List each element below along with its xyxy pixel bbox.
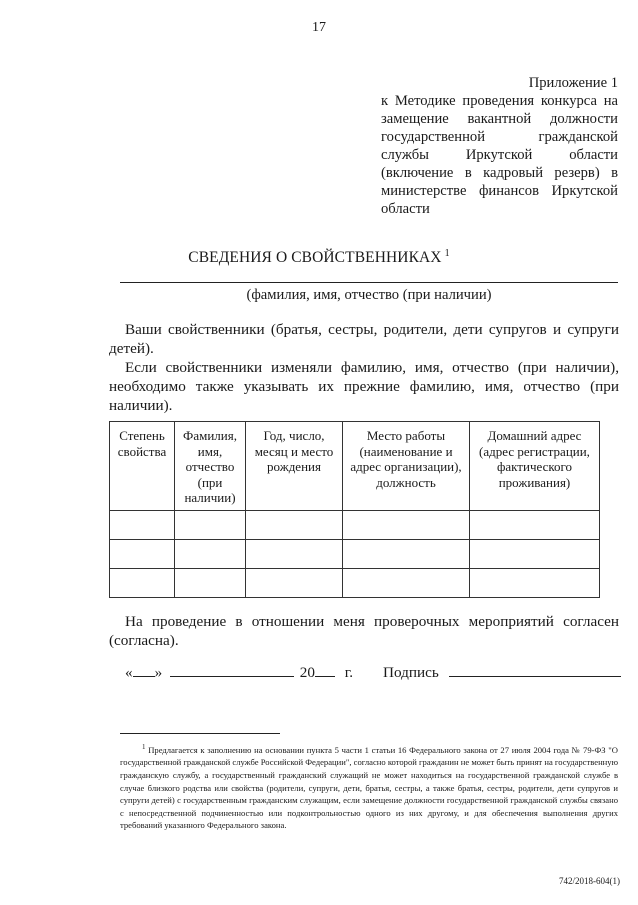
appendix-line: государственной гражданской (381, 129, 618, 145)
footnote-mark: 1 (142, 743, 146, 751)
year-prefix: 20 (299, 664, 315, 681)
paragraph-text: Если свойственники изменяли фамилию, имя, отчество (при наличии), необходимо также указывать их прежние фамилию, имя, отчество (при наличии). (109, 359, 619, 414)
footnote (120, 741, 618, 832)
table-cell[interactable] (343, 569, 470, 598)
relatives-table (109, 421, 600, 598)
footnote-divider (120, 733, 280, 734)
page-number: 17 (312, 20, 326, 35)
month-blank[interactable] (170, 662, 294, 677)
table-header-row (110, 422, 600, 511)
appendix-line: к Методике проведения конкурса на (381, 93, 618, 109)
appendix-line: (включение в кадровый резерв) в (381, 165, 618, 181)
footnote-text: Предлагается к заполнению на основании пункта 5 части 1 статьи 16 Федерального закона от 27 июля 2004 года № 79-ФЗ "О государственной гражданской службе Российской Федерации", согласно которой гражданин не может быть принят на государственную гражданскую службу, а государственный гражданский служащий не может находиться на государственной гражданской службе в случае близкого родства или свойства (родители, супруги, дети, братья, сестры, а также братья, сестры, родители, дети супругов и супруги детей) с государственным гражданским служащим, если замещение должности государственной гражданской службы связано с непосредственной подчиненностью или подконтрольностью одного из них другому, и для обеспечения выполнения других требований указанного Федерального закона. (120, 744, 618, 831)
consent-statement (109, 612, 619, 650)
day-blank[interactable] (133, 662, 155, 677)
table-cell[interactable] (175, 511, 246, 540)
appendix-title: Приложение 1 (528, 75, 618, 91)
open-quote: « (125, 664, 133, 681)
date-field (125, 662, 353, 682)
table-cell[interactable] (470, 511, 600, 540)
table-cell[interactable] (110, 540, 175, 569)
table-cell[interactable] (470, 569, 600, 598)
table-row (110, 511, 600, 540)
table-cell[interactable] (246, 540, 343, 569)
table-row (110, 540, 600, 569)
appendix-line: области (381, 201, 430, 217)
appendix-line: министерстве финансов Иркутской (381, 183, 618, 199)
appendix-line: службы Иркутской области (381, 147, 618, 163)
footnote-reference: 1 (444, 248, 450, 259)
signature-blank[interactable] (449, 662, 621, 677)
consent-text: На проведение в отношении меня проверочных мероприятий согласен (согласна). (109, 613, 619, 649)
paragraph-text: Ваши свойственники (братья, сестры, родители, дети супругов и супруги детей). (109, 321, 619, 357)
page-title (0, 248, 638, 267)
document-code: 742/2018-604(1) (559, 876, 620, 886)
table-cell[interactable] (246, 569, 343, 598)
table-cell[interactable] (343, 540, 470, 569)
appendix-block (381, 74, 618, 218)
paragraph-relatives (109, 320, 619, 358)
column-header-birth: Год, число, месяц и место рождения (246, 422, 343, 511)
table-row (110, 569, 600, 598)
table-cell[interactable] (110, 511, 175, 540)
column-header-work: Место работы (наименование и адрес организации), должность (343, 422, 470, 511)
close-quote: » (154, 664, 163, 681)
name-entry-line[interactable] (120, 282, 618, 283)
column-header-address: Домашний адрес (адрес регистрации, фактического проживания) (470, 422, 600, 511)
column-header-name: Фамилия, имя, отчество (при наличии) (175, 422, 246, 511)
table-cell[interactable] (175, 540, 246, 569)
year-suffix: г. (344, 664, 354, 681)
name-caption: (фамилия, имя, отчество (при наличии) (246, 287, 492, 303)
column-header-degree: Степень свойства (110, 422, 175, 511)
table-cell[interactable] (175, 569, 246, 598)
signature-label: Подпись (383, 664, 439, 681)
table-cell[interactable] (110, 569, 175, 598)
page-title-text: СВЕДЕНИЯ О СВОЙСТВЕННИКАХ (188, 249, 442, 266)
paragraph-name-change (109, 358, 619, 415)
table-cell[interactable] (343, 511, 470, 540)
table-cell[interactable] (470, 540, 600, 569)
table-cell[interactable] (246, 511, 343, 540)
appendix-line: замещение вакантной должности (381, 111, 618, 127)
year-blank[interactable] (315, 662, 335, 677)
signature-field (383, 662, 621, 682)
